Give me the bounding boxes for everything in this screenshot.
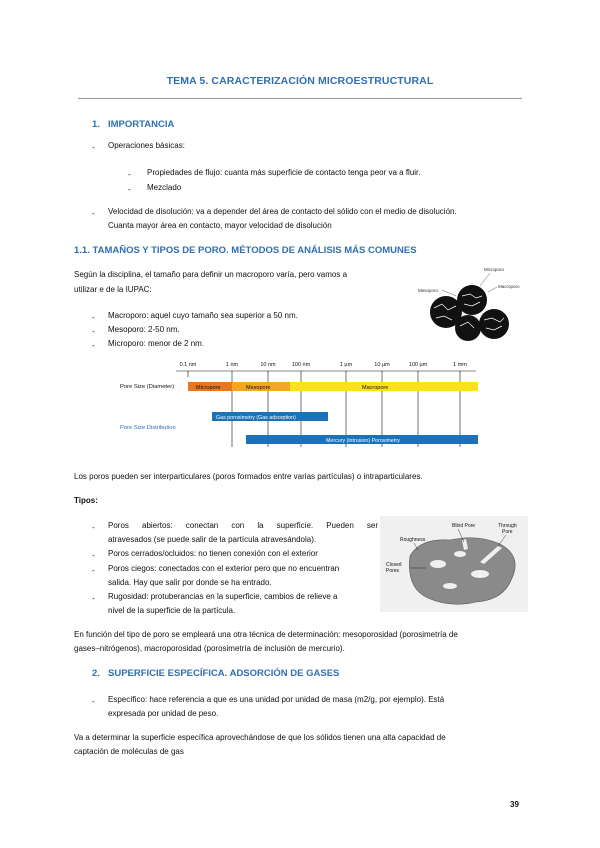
tick-label: 10 nm bbox=[260, 362, 276, 368]
tipos-heading: Tipos: bbox=[74, 496, 98, 505]
bullet-dash: - bbox=[92, 697, 95, 706]
tick-label: 1 nm bbox=[225, 362, 239, 368]
section-2-title: SUPERFICIE ESPECÍFICA. ADSORCIÓN DE GASES bbox=[108, 668, 340, 679]
mezclado-item: Mezclado bbox=[147, 183, 182, 192]
through-pore-label-2: Pore bbox=[502, 529, 513, 535]
bullet-dash: - bbox=[92, 209, 95, 218]
blind-pore-label: Blind Pore bbox=[452, 523, 476, 529]
funcion-tipo-paragraph-line1: En función del tipo de poro se empleará una otra técnica de determinación: mesoporosidad (porosimetría de bbox=[74, 630, 458, 639]
gas-porosimetry-label: Gas porosimetry (Gas adsorption) bbox=[216, 415, 296, 421]
propiedades-flujo-item: Propiedades de flujo: cuanta más superficie de contacto tenga peor va a fluir. bbox=[147, 168, 421, 177]
section-1-1-title: 1.1. TAMAÑOS Y TIPOS DE PORO. MÉTODOS DE ANÁLISIS MÁS COMUNES bbox=[74, 245, 417, 256]
macroporo-item: Macroporo: aquel cuyo tamaño sea superior a 50 nm. bbox=[108, 311, 298, 320]
bullet-dash: - bbox=[92, 341, 95, 350]
mesoporo-label: Mesoporo bbox=[418, 288, 439, 293]
bullet-dash: - bbox=[92, 313, 95, 322]
row-label-distribution: Pore Size Distribution bbox=[120, 425, 176, 431]
tick-label: 1 mm bbox=[453, 362, 467, 368]
bullet-dash: - bbox=[128, 170, 131, 179]
page-number: 39 bbox=[510, 800, 519, 809]
section-1-title: IMPORTANCIA bbox=[108, 119, 175, 130]
poros-abiertos-line2: atravesados (se puede salir de la partícula atravesándola). bbox=[108, 535, 317, 544]
microporo-label: Microporo bbox=[484, 267, 505, 272]
through-pore-label-1: Through bbox=[498, 523, 517, 529]
bullet-dash: - bbox=[92, 523, 95, 532]
page-title: TEMA 5. CARACTERIZACIÓN MICROESTRUCTURAL bbox=[166, 75, 434, 87]
row-label-pore-size: Pore Size (Diameter) bbox=[120, 384, 175, 390]
iupac-paragraph-line1: Según la disciplina, el tamaño para definir un macroporo varía, pero vamos a bbox=[74, 270, 348, 279]
tick-label: 100 µm bbox=[408, 362, 428, 368]
macropore-label: Macropore bbox=[362, 385, 389, 391]
especifico-line2: expresada por unidad de peso. bbox=[108, 709, 219, 718]
mesopore-label: Mesopore bbox=[246, 385, 271, 391]
bullet-dash: - bbox=[92, 143, 95, 152]
tick-label: 0.1 nm bbox=[179, 362, 197, 368]
pore-types-figure bbox=[380, 516, 528, 612]
section-1-number: 1. bbox=[92, 119, 100, 130]
bullet-dash: - bbox=[92, 566, 95, 575]
pore-particles-figure bbox=[412, 258, 530, 342]
tick-label: 100 nm bbox=[291, 362, 311, 368]
velocidad-disolucion-line2: Cuanta mayor área en contacto, mayor velocidad de disolución bbox=[108, 221, 332, 230]
bullet-dash: - bbox=[92, 551, 95, 560]
rugosidad-line2: nivel de la superficie de la partícula. bbox=[108, 606, 236, 615]
bullet-dash: - bbox=[92, 594, 95, 603]
poros-cerrados-item: Poros cerrados/ocluidos: no tienen conexión con el exterior bbox=[108, 549, 318, 558]
macroporo-label: Macroporo bbox=[498, 284, 520, 289]
microporo-item: Microporo: menor de 2 nm. bbox=[108, 339, 205, 348]
superficie-paragraph-line1: Va a determinar la superficie específica aprovechándose de que los sólidos tienen una alta capacidad de bbox=[74, 733, 446, 742]
section-2-number: 2. bbox=[92, 668, 100, 679]
operaciones-label: Operaciones básicas: bbox=[108, 141, 185, 150]
iupac-paragraph-line2: utilizar e de la IUPAC: bbox=[74, 285, 152, 294]
title-divider bbox=[78, 98, 522, 99]
mesoporo-item: Mesoporo: 2-50 nm. bbox=[108, 325, 180, 334]
poros-ciegos-line2: salida. Hay que salir por donde se ha entrado. bbox=[108, 578, 272, 587]
bullet-dash: - bbox=[128, 185, 131, 194]
poros-abiertos-line1: Poros abiertos: conectan con la superficie. Pueden ser bbox=[108, 521, 378, 530]
superficie-paragraph-line2: captación de moléculas de gas bbox=[74, 747, 184, 756]
interparticulares-paragraph: Los poros pueden ser interparticulares (poros formados entre varias partículas) o intraparticulares. bbox=[74, 472, 423, 481]
closed-pores-label-1: Closed bbox=[386, 562, 402, 568]
micropore-label: Micropore bbox=[196, 385, 221, 391]
roughness-label: Roughness bbox=[400, 537, 426, 543]
velocidad-disolucion-line1: Velocidad de disolución: va a depender del área de contacto del sólido con el medio de disolución. bbox=[108, 207, 457, 216]
closed-pores-label-2: Pores bbox=[386, 568, 400, 574]
tick-label: 10 µm bbox=[374, 362, 390, 368]
bullet-dash: - bbox=[92, 327, 95, 336]
especifico-line1: Específico: hace referencia a que es una unidad por unidad de masa (m2/g, por ejemplo). Está bbox=[108, 695, 445, 704]
poros-ciegos-line1: Poros ciegos: conectados con el exterior pero que no encuentran bbox=[108, 564, 340, 573]
mercury-porosimetry-label: Mercury (intrusion) Porosimetry bbox=[326, 438, 400, 444]
tick-label: 1 µm bbox=[339, 362, 353, 368]
funcion-tipo-paragraph-line2: gases–nitrógenos), macroporosidad (porosimetría de inclusión de mercurio). bbox=[74, 644, 345, 653]
pore-size-chart bbox=[116, 355, 486, 455]
rugosidad-line1: Rugosidad: protuberancias en la superficie, cambios de relieve a bbox=[108, 592, 338, 601]
